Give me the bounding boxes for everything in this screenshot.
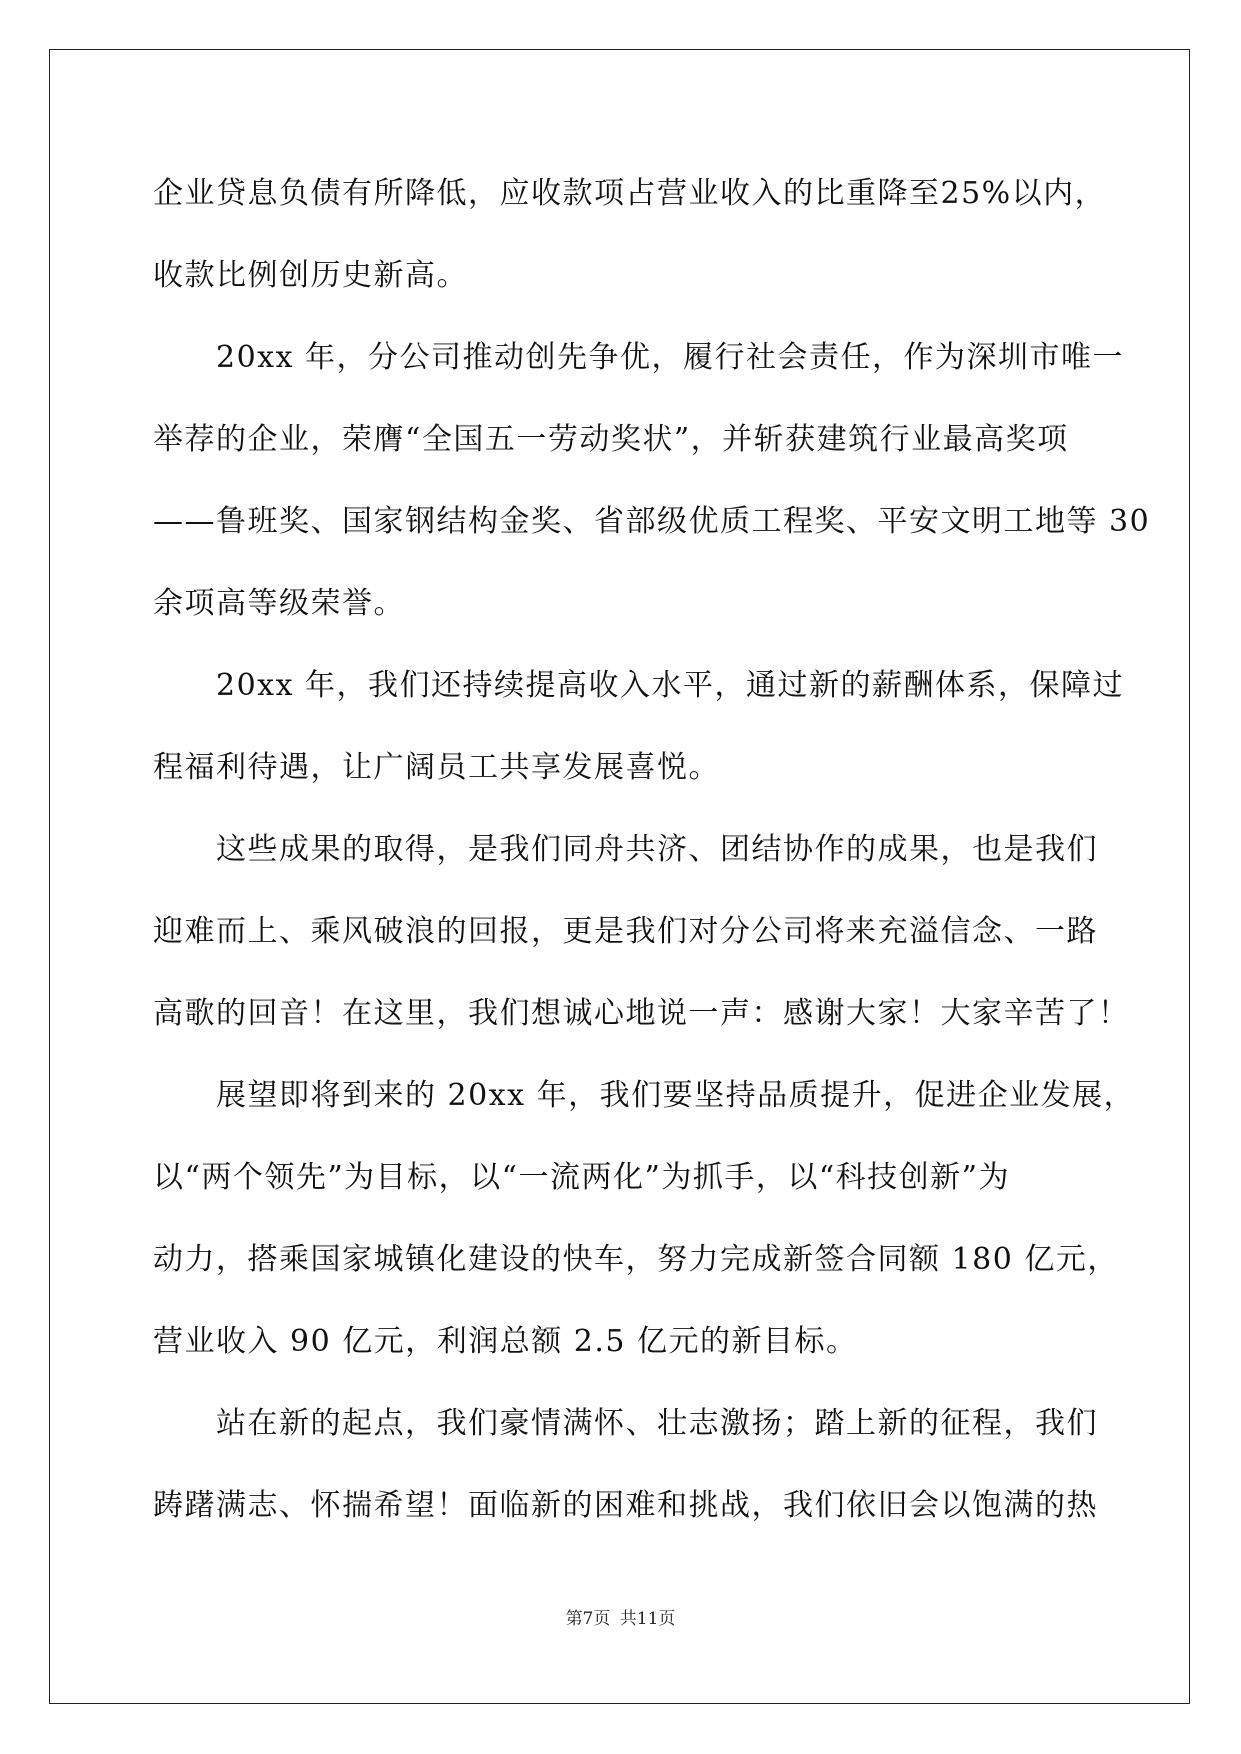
text-line: 20xx 年，我们还持续提高收入水平，通过新的薪酬体系，保障过 [216, 668, 1125, 703]
text-line: 企业贷息负债有所降低，应收款项占营业收入的比重降至25%以内， [153, 176, 1107, 211]
text-line: 举荐的企业，荣膺“全国五一劳动奖状”，并斩获建筑行业最高奖项 [153, 422, 1069, 457]
text-line: 动力，搭乘国家城镇化建设的快车，努力完成新签合同额 180 亿元， [153, 1242, 1119, 1277]
text-line: 以“两个领先”为目标，以“一流两化”为抓手，以“科技创新”为 [153, 1160, 1011, 1195]
text-line: 营业收入 90 亿元，利润总额 2.5 亿元的新目标。 [153, 1324, 858, 1359]
text-line: 余项高等级荣誉。 [153, 586, 405, 621]
text-line: 收款比例创历史新高。 [153, 258, 468, 293]
text-line: 这些成果的取得，是我们同舟共济、团结协作的成果，也是我们 [216, 832, 1098, 867]
text-line: 踌躇满志、怀揣希望！面临新的困难和挑战，我们依旧会以饱满的热 [153, 1488, 1098, 1523]
text-line: 20xx 年，分公司推动创先争优，履行社会责任，作为深圳市唯一 [216, 340, 1125, 375]
document-body [153, 162, 1151, 1556]
text-line: 高歌的回音！在这里，我们想诚心地说一声：感谢大家！大家辛苦了！ [153, 996, 1130, 1031]
page-footer [0, 1604, 1241, 1629]
text-line: 程福利待遇，让广阔员工共享发展喜悦。 [153, 750, 720, 785]
page-total: 共11页 [619, 1609, 676, 1629]
page-number: 第7页 [565, 1609, 611, 1629]
text-line: 展望即将到来的 20xx 年，我们要坚持品质提升，促进企业发展， [216, 1078, 1136, 1113]
text-line: 迎难而上、乘风破浪的回报，更是我们对分公司将来充溢信念、一路 [153, 914, 1098, 949]
text-line: 站在新的起点，我们豪情满怀、壮志激扬；踏上新的征程，我们 [216, 1406, 1098, 1441]
text-line: ——鲁班奖、国家钢结构金奖、省部级优质工程奖、平安文明工地等 30 [153, 504, 1151, 539]
